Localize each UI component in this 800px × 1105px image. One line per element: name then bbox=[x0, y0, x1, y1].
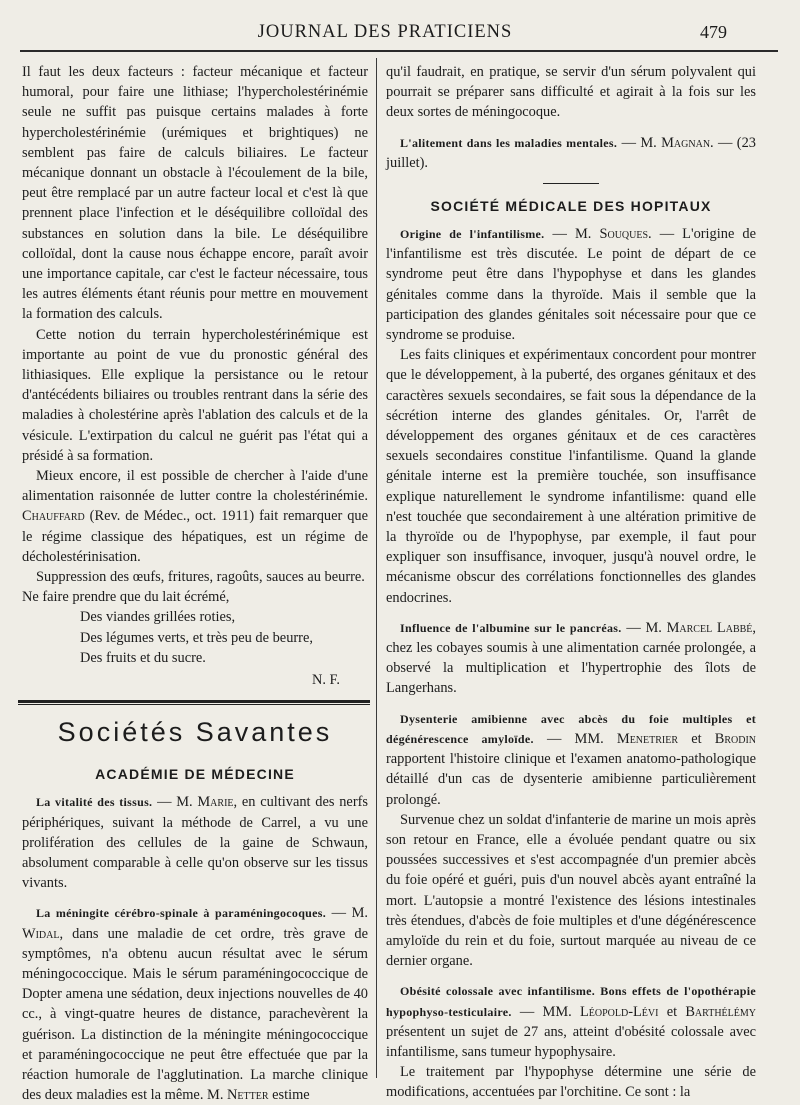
text: et bbox=[658, 1003, 686, 1020]
author-name: Widal bbox=[22, 925, 60, 942]
column-divider bbox=[376, 58, 377, 1078]
text: — M. bbox=[326, 905, 369, 922]
signature: N. F. bbox=[311, 672, 340, 689]
author-name: Souques bbox=[599, 226, 649, 243]
text: , chez les cobayes soumis à une alimentation carnée prolongée, a observé la multiplication et l'hypertrophie des îlots de Langerhans. bbox=[386, 619, 757, 697]
report-heading: La vitalité des tissus. bbox=[36, 795, 153, 810]
spacer bbox=[22, 893, 368, 903]
section-rule bbox=[18, 700, 370, 705]
author-name: Menetrier bbox=[616, 730, 679, 747]
paragraph: Les faits cliniques et expérimentaux concordent pour montrer que le développement, à la puberté, des organes génitaux et des caractères sexuels secondaires, se fait sous la dépendance de la sécrétion interne des glandes génitales. Or, l'arrêt de développement des organes génitaux et de ces caractères sexuels secondaires constitue l'infantilisme. Quand la glande génitale interne est la première touchée, son insuffisance explique naturellement le syndrome infantilisme: quand elle n'est touchée que secondairement à une altération primitive de la thyroïde ou de l'hypophyse, par exemple, il faut pour expliquer son insuffisance, invoquer, jusqu'à nouvel ordre, le mécanisme obscur des corrélations fonctionnelles des glandes endocrines. bbox=[386, 347, 756, 606]
report-heading: La méningite cérébro-spinale à paraméningocoques. bbox=[36, 906, 327, 921]
report-paragraph bbox=[386, 224, 756, 345]
report-paragraph bbox=[22, 792, 368, 893]
text: — MM. bbox=[533, 730, 617, 747]
hopitaux-title: SOCIÉTÉ MÉDICALE DES HOPITAUX bbox=[430, 198, 712, 215]
paragraph: Suppression des œufs, fritures, ragoûts, sauces au beurre. bbox=[36, 569, 365, 586]
author-name: Léopold-Lévi bbox=[579, 1003, 659, 1020]
report-paragraph bbox=[22, 903, 368, 1105]
text: — M. bbox=[617, 134, 662, 151]
spacer bbox=[386, 123, 756, 133]
report-heading: Influence de l'albumine sur le pancréas. bbox=[400, 620, 622, 635]
running-title: JOURNAL DES PRATICIENS bbox=[257, 22, 513, 42]
right-column bbox=[386, 62, 756, 1103]
report-heading: Dysenterie amibienne avec abcès du foie multiples et dégénérescence amyloïde. bbox=[386, 711, 756, 746]
report-paragraph bbox=[386, 709, 756, 810]
verse-line: Ne faire prendre que du lait écrémé, bbox=[22, 589, 230, 606]
left-column bbox=[22, 62, 368, 1105]
author-name: Marcel Labbé bbox=[666, 619, 753, 636]
text: — M. bbox=[621, 619, 667, 636]
report-heading: L'alitement dans les maladies mentales. bbox=[400, 135, 618, 150]
text: , dans une maladie de cet ordre, très grave de symptômes, n'a obtenu aucun résultat avec le sérum méningococcique. Mais le sérum paraméningococcique de Dopter amena une sédation, deux injections nouvelles de 40 cc., à vingt-quatre heures de distance, parachevèrent la guérison. La distinction de la méningite méningococcique et paraméningococcique ne peut être effectuée que par la réaction humorale de l'agglutination. La marche clinique des deux maladies est la même. M. bbox=[22, 925, 368, 1104]
reference: (Rev. de Médec., oct. 1911) bbox=[84, 508, 255, 525]
diet-verse bbox=[22, 587, 368, 668]
text: estime bbox=[268, 1087, 310, 1104]
paragraph: Le traitement par l'hypophyse détermine une série de modifications, accentuées par l'orchitine. Ce sont : la bbox=[386, 1064, 756, 1101]
header-rule bbox=[20, 50, 778, 52]
text: — M. bbox=[544, 226, 600, 243]
author-name: Barthélémy bbox=[685, 1003, 756, 1020]
report-heading: Obésité colossale avec infantilisme. Bons effets de l'opothérapie hypophyso-testiculaire. bbox=[386, 984, 756, 1019]
author-name: Chauffard bbox=[22, 508, 85, 525]
author-name: Magnan bbox=[661, 134, 711, 151]
text: — M. bbox=[152, 794, 198, 811]
verse-line: Des légumes verts, et très peu de beurre, bbox=[80, 629, 313, 646]
paragraph bbox=[22, 466, 368, 567]
paragraph: Cette notion du terrain hypercholestérinémique est importante au point de vue du pronostic général des lithiasiques. Elle explique la persistance ou le retour d'antécédents biliaires ou troubles rentrant dans la série des maladies à cholestérine après l'ablation des calculs et de la vésicule. L'extirpation du calcul ne guérit pas l'état qui a présidé à sa formation. bbox=[22, 326, 368, 464]
paragraph: Il faut les deux facteurs : facteur mécanique et facteur humoral, pour faire une lithiase; l'hypercholestérinémie seule ne suffit pas puisque certains malades à forte hypercholestérinémie (urémiques et brightiques) ne semblent pas faire de calculs biliaires. Le facteur mécanique donnant un obstacle à l'écoulement de la bile, peut être remplacé par un autre facteur local et c'est là que prennent place l'infection et le déséquilibre colloïdal des substances en solution dans la bile. Le déséquilibre colloïdal, dont la cause nous échappe encore, paraît avoir une importance capitale, car c'est le facteur nécessaire, tous les autres éléments étant réunis pour mettre en mouvement la formation des calculs. bbox=[22, 64, 368, 323]
text: fait remarquer que le régime classique des hépatiques, est un régime de décholestérinisation. bbox=[22, 508, 368, 565]
author-name: Brodin bbox=[714, 730, 756, 747]
text: rapportent l'histoire clinique et l'examen anatomo-pathologique détaillé d'un cas de dysenterie amibienne particulièrement prolongé. bbox=[386, 751, 756, 808]
section-title: Sociétés Savantes bbox=[57, 717, 333, 748]
text: — MM. bbox=[511, 1003, 580, 1020]
text: Mieux encore, il est possible de chercher à l'aide d'une alimentation raisonnée de lutter contre la cholestérinémie. bbox=[22, 468, 368, 505]
separator-rule bbox=[543, 183, 599, 184]
spacer bbox=[386, 608, 756, 618]
spacer bbox=[386, 699, 756, 709]
page-header bbox=[0, 0, 800, 52]
report-heading: Origine de l'infantilisme. bbox=[400, 227, 545, 242]
text: . — (23 juillet). bbox=[386, 134, 756, 171]
academie-title: ACADÉMIE DE MÉDECINE bbox=[95, 766, 295, 783]
text: , en cultivant des nerfs périphériques, suivant la méthode de Carrel, a vu une prolifération des cellules de la gaine de Schwaun, absolument comparable à celle qu'on observe sur les tissus vivants. bbox=[22, 794, 368, 892]
author-name: Marie bbox=[197, 794, 234, 811]
verse-line: Des fruits et du sucre. bbox=[80, 649, 206, 666]
paragraph: qu'il faudrait, en pratique, se servir d'un sérum polyvalent qui pourrait se préparer sans difficulté et agirait à la fois sur les deux sortes de méningocoque. bbox=[386, 64, 756, 121]
text: présentent un sujet de 27 ans, atteint d'obésité colossale avec infantilisme, sans tumeur hypophysaire. bbox=[386, 1023, 756, 1060]
text: . — L'origine de l'infantilisme est très discutée. Le point de départ de ce syndrome peut être dans l'hypophyse et dans les glandes génitales comme dans la thyroïde. Mais il semble que la participation des glandes génitales soit nécessaire pour que ce syndrome se produise. bbox=[386, 226, 756, 344]
text: et bbox=[678, 730, 715, 747]
report-paragraph bbox=[386, 618, 756, 699]
paragraph: Survenue chez un soldat d'infanterie de marine un mois après son retour en France, elle a évoluée pendant quatre ou six poussées successives et s'est accompagnée d'un premier abcès du foie opéré et guéri, puis d'un nouvel abcès ayant entraîné la mort. L'autopsie a montré l'existence des lésions intestinales très étendues, d'abcès de foie multiples et d'une dégénérescence amyloïde du rein et du foie, surtout marquée au niveau de ce dernier organe. bbox=[386, 811, 756, 970]
author-name: Netter bbox=[227, 1087, 269, 1104]
verse-line: Des viandes grillées roties, bbox=[80, 609, 236, 626]
report-paragraph bbox=[386, 981, 756, 1062]
page-number: 479 bbox=[700, 22, 727, 42]
report-paragraph bbox=[386, 133, 756, 173]
spacer bbox=[386, 971, 756, 981]
